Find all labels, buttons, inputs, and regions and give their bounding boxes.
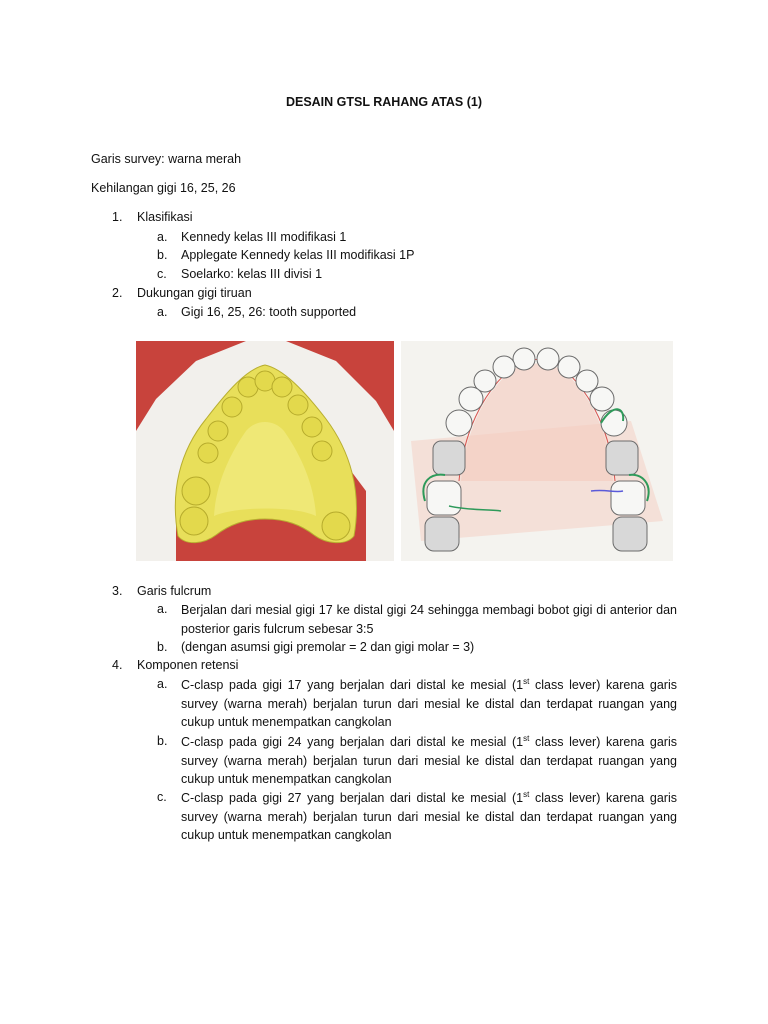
item-letter: a. (157, 677, 168, 691)
list-item (181, 733, 677, 789)
item-letter: a. (157, 602, 168, 616)
missing-teeth-note: Kehilangan gigi 16, 25, 26 (91, 181, 236, 195)
section-heading: Klasifikasi (137, 210, 193, 224)
item-letter: b. (157, 734, 168, 748)
list-number: 4. (112, 658, 123, 672)
list-number: 1. (112, 210, 123, 224)
survey-line-note: Garis survey: warna merah (91, 152, 242, 166)
page-title: DESAIN GTSL RAHANG ATAS (1) (285, 95, 483, 109)
list-item: Berjalan dari mesial gigi 17 ke distal gigi 24 sehingga membagi bobot gigi di anterior dan posterior garis fulcrum sebesar 3:5 (181, 603, 677, 636)
item-text: class lever) karena garis survey (warna merah) berjalan turun dari mesial ke distal dan terdapat ruangan yang cukup untuk menempatkan cangkolan (181, 678, 677, 729)
design-drawing (401, 341, 673, 561)
item-text: class lever) karena garis survey (warna merah) berjalan turun dari mesial ke distal dan terdapat ruangan yang cukup untuk menempatkan cangkolan (181, 735, 677, 786)
section-heading: Dukungan gigi tiruan (137, 286, 252, 300)
item-letter: b. (157, 248, 168, 262)
dental-cast-photo (136, 341, 394, 561)
superscript: st (523, 789, 530, 799)
superscript: st (523, 676, 530, 686)
list-number: 2. (112, 286, 123, 300)
section-heading: Garis fulcrum (137, 584, 212, 598)
item-text: C-clasp pada gigi 17 yang berjalan dari distal ke mesial (1 (181, 678, 524, 692)
list-item (181, 789, 677, 845)
item-letter: a. (157, 230, 168, 244)
item-letter: c. (157, 790, 167, 804)
item-letter: b. (157, 640, 168, 654)
item-letter: c. (157, 267, 167, 281)
item-text: C-clasp pada gigi 27 yang berjalan dari distal ke mesial (1 (181, 791, 524, 805)
list-item: Applegate Kennedy kelas III modifikasi 1P (181, 248, 415, 262)
list-item: (dengan asumsi gigi premolar = 2 dan gigi molar = 3) (181, 640, 475, 654)
list-item (181, 676, 677, 732)
item-letter: a. (157, 305, 168, 319)
list-item: Soelarko: kelas III divisi 1 (181, 267, 323, 281)
list-item: Gigi 16, 25, 26: tooth supported (181, 305, 357, 319)
item-text: C-clasp pada gigi 24 yang berjalan dari distal ke mesial (1 (181, 735, 524, 749)
section-heading: Komponen retensi (137, 658, 239, 672)
superscript: st (523, 733, 530, 743)
list-item: Kennedy kelas III modifikasi 1 (181, 230, 347, 244)
item-text: class lever) karena garis survey (warna merah) berjalan turun dari mesial ke distal dan terdapat ruangan yang cukup untuk menempatkan cangkolan (181, 791, 677, 842)
list-number: 3. (112, 584, 123, 598)
